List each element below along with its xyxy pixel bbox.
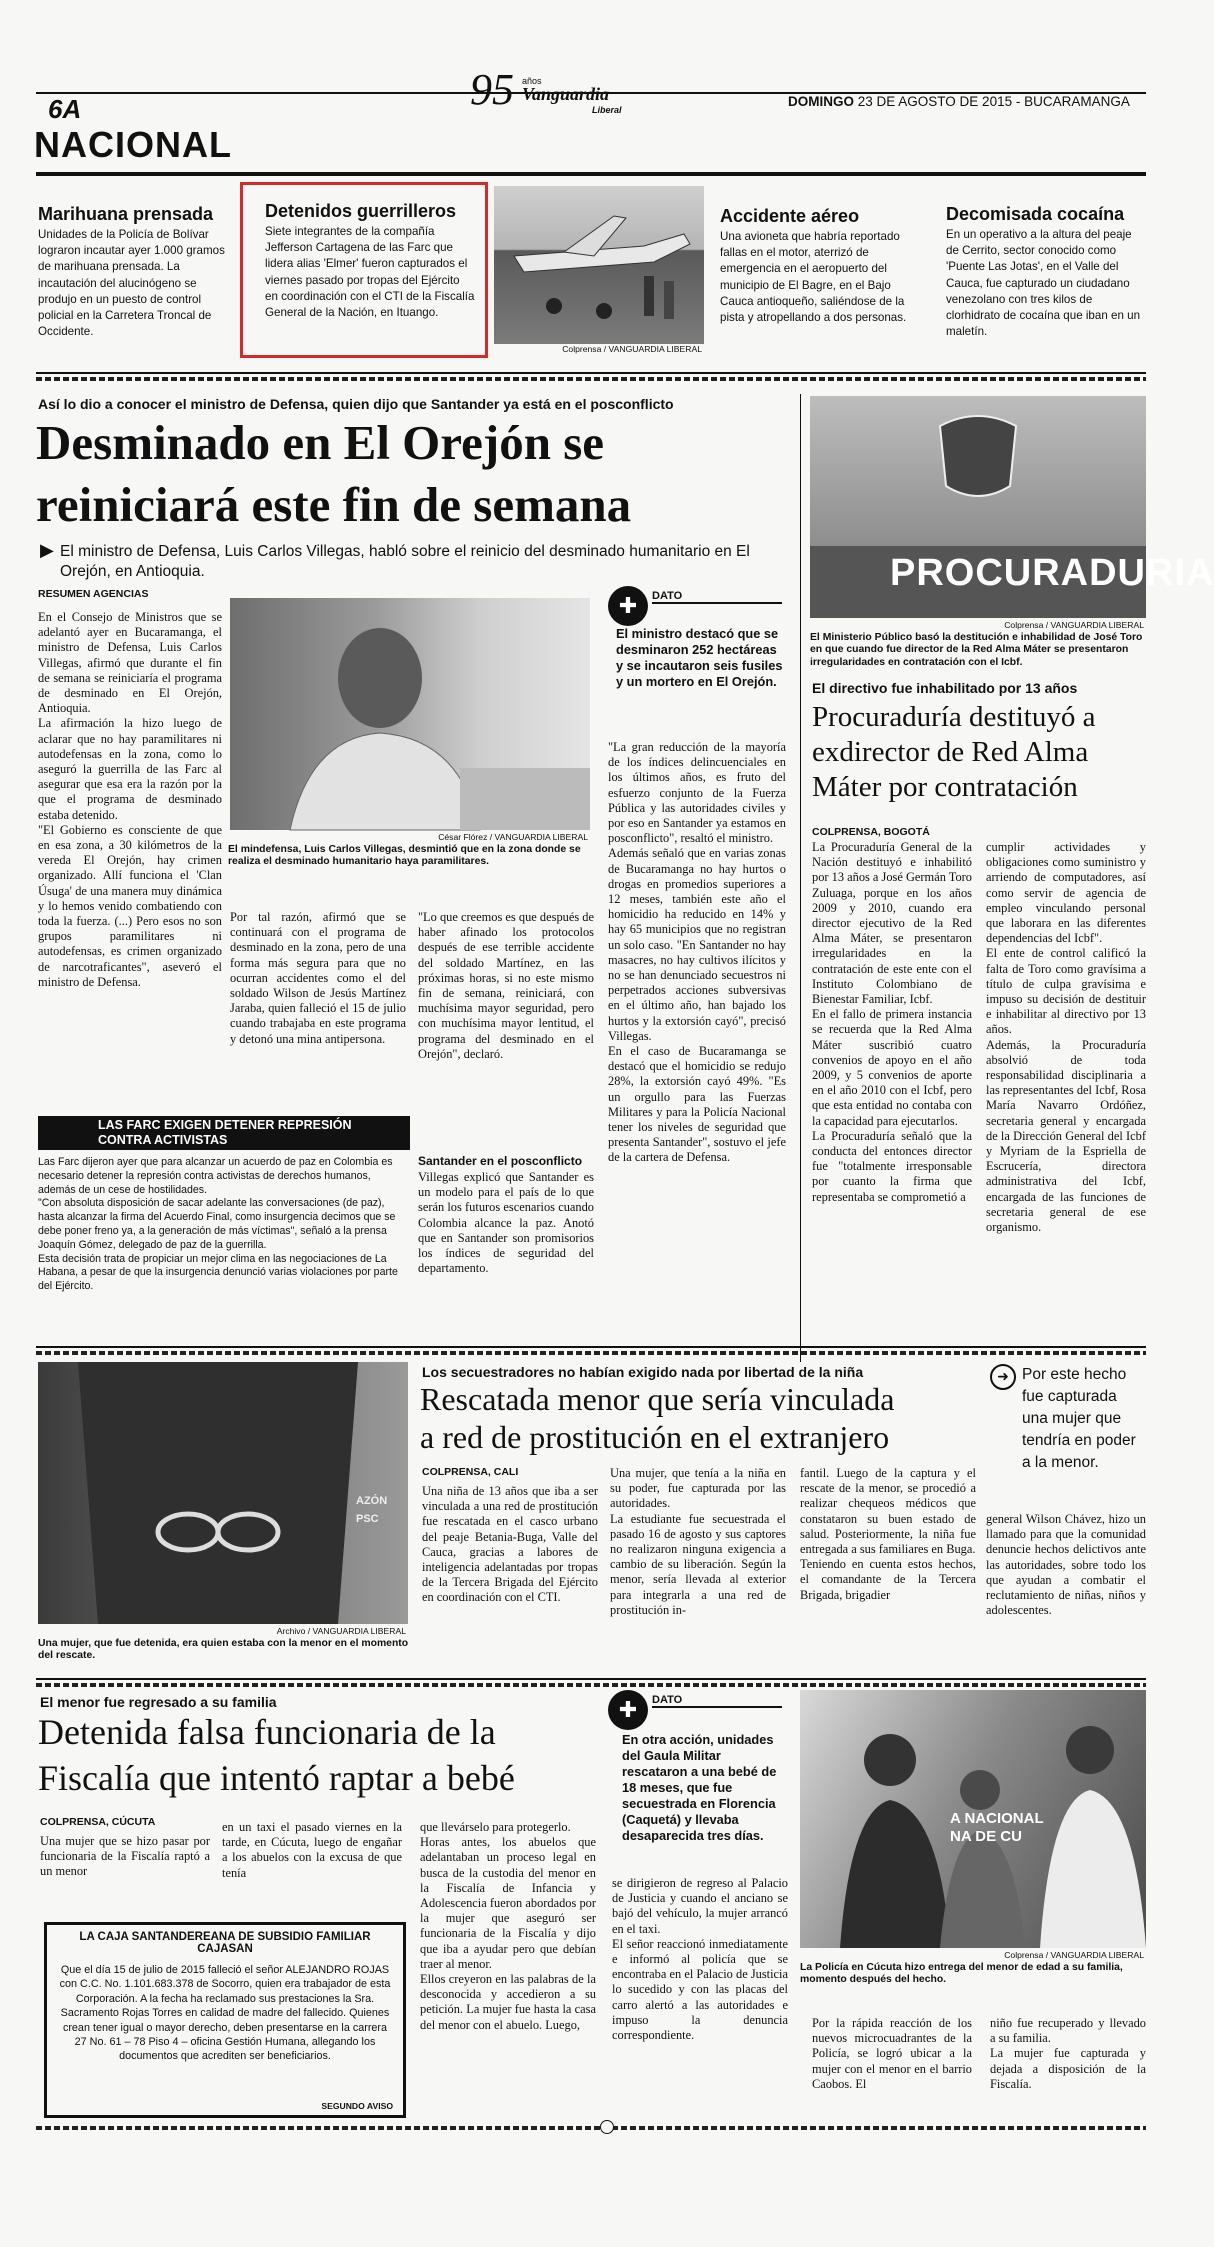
date-rest: 23 DE AGOSTO DE 2015 - BUCARAMANGA — [857, 94, 1130, 109]
procuraduria-photo-credit: Colprensa / VANGUARDIA LIBERAL — [1004, 620, 1144, 630]
procuraduria-col2: cumplir actividades y obligaciones como suministro y arriendo de computadores, así como servir de agencia de empleo vinculando personal que laborara en las diferentes dependencias del Icbf". El ente de control calificó la falta de Toro como gravísima a título de culpa gravísima e impuso su decisión de destituir e inhabilitar al directivo por 13 años. Además, la Procuraduría absolvió de toda responsabilidad disciplinaria a las representantes del Icbf, Rosa María Navarro Ordóñez, secretaria general y encargada de la Dirección General del Icbf y Myriam de la Espriella de Escrucería, directora administrativa del Icbf, encargada de las funciones de secretaria general de ese organismo. — [986, 840, 1146, 1235]
main-kicker: Así lo dio a conocer el ministro de Defensa, quien dijo que Santander ya está en el posconflicto — [38, 396, 674, 412]
brief-title: Detenidos guerrilleros — [265, 201, 457, 221]
header-date — [788, 94, 1130, 109]
farc-box-title: LAS FARC EXIGEN DETENER REPRESIÓN CONTRA ACTIVISTAS — [38, 1116, 410, 1150]
notice-footer: SEGUNDO AVISO — [321, 2101, 393, 2111]
mid-rule-2 — [36, 1678, 1146, 1680]
brief-text: Siete integrantes de la compañía Jefferson Cartagena de las Farc que lidera alias 'Elmer' fueron capturados el viernes pasado por tropas del Ejército en coordinación con el CTI de la Fiscalía General de la Nación, en Ituango. — [265, 225, 475, 320]
brief-text: En un operativo a la altura del peaje de Cerrito, sector conocido como 'Puente Las Jotas', en el Valle del Cauca, fue capturado un ciudadano venezolano con tres kilos de clorhidrato de cocaína que iban en un maletín. — [946, 228, 1141, 339]
pullquote-arrow-icon: ➜ — [990, 1364, 1016, 1390]
mid-hatch-2 — [36, 1683, 1146, 1687]
briefs-hatch — [36, 377, 1146, 381]
rescatada-col4: general Wilson Chávez, hizo un llamado para que la comunidad denuncie hechos delictivos ante las autoridades, sobre todo los que ayudan a combatir el reclutamiento de niñas, niños y adolescentes. — [986, 1512, 1146, 1618]
dato-text: El ministro destacó que se desminaron 252 hectáreas y se incautaron seis fusiles y un mortero en El Orejón. — [616, 626, 783, 689]
detenida-headline-2: Fiscalía que intentó raptar a bebé — [38, 1758, 515, 1798]
rescatada-pullquote — [990, 1364, 1146, 1474]
footer-hatch — [36, 2126, 1146, 2130]
rescatada-byline: COLPRENSA, CALI — [422, 1466, 519, 1478]
brief-detenidos-box — [240, 182, 488, 358]
detenida-photo-caption: La Policía en Cúcuta hizo entrega del menor de edad a su familia, momento después del hecho. — [800, 1962, 1123, 1986]
logo-sub: Liberal — [592, 105, 622, 115]
minister-photo-caption: El mindefensa, Luis Carlos Villegas, desmintió que en la zona donde se realiza el desminado humanitario haya paramilitares. — [228, 844, 581, 868]
detenida-kicker: El menor fue regresado a su familia — [40, 1694, 277, 1710]
rescatada-photo-caption: Una mujer, que fue detenida, era quien estaba con la menor en el momento del rescate. — [38, 1638, 409, 1662]
dato-label: DATO — [652, 590, 782, 604]
person-icon — [230, 598, 590, 830]
brief-title: Marihuana prensada — [38, 204, 214, 224]
cajasan-notice — [44, 1922, 406, 2118]
brief-title: Decomisada cocaína — [946, 204, 1125, 224]
brief-photo-credit: Colprensa / VANGUARDIA LIBERAL — [562, 344, 702, 354]
main-col2: Por tal razón, afirmó que se continuará con el programa de desminado en la zona, pero de una forma más segura para que no ocurran accidentes como el del soldado Wilson de Jesús Martínez Jaraba, quien falleció el 15 de julio cuando trabajaba en este programa y detonó una mina antipersona. — [230, 910, 406, 1046]
logo-name: Vanguardia — [522, 84, 610, 104]
detenida-dato-box — [608, 1690, 788, 1870]
main-subhead: Santander en el posconflicto — [418, 1154, 583, 1168]
mid-hatch-1 — [36, 1351, 1146, 1355]
notice-title-2: CAJASAN — [197, 1943, 253, 1955]
main-summary — [40, 542, 800, 582]
logo-anos: años — [522, 76, 542, 86]
procuraduria-col1: La Procuraduría General de la Nación destituyó e inhabilitó por 13 años a José Germán Toro Zuluaga, porque en los años 2009 y 2010, cuando era director ejecutivo de la Red Alma Máter, se presentaron irregularidades en la contratación de este ente con el Instituto Colombiano de Bienestar Familiar, Icbf. En el fallo de primera instancia se recuerda que la Red Alma Máter suscribió cuatro convenios de apoyo en el año 2009, y 5 convenios de aporte en el año 2010 con el Icbf, pero que esta entidad no contaba con la capacidad para ejecutarlos. La Procuraduría señaló que la conducta del entonces director fue "totalmente irresponsable por cuanto la firma que representaba se comprometió a — [812, 840, 972, 1204]
procuraduria-photo-caption: El Ministerio Público basó la destitución e inhabilidad de José Toro en que cuando fue director de la Red Alma Máter se presentaron irregularidades en contratación con el Icbf. — [810, 632, 1143, 668]
rescatada-kicker: Los secuestradores no habían exigido nada por libertad de la niña — [422, 1364, 864, 1380]
farc-box-text: Las Farc dijeron ayer que para alcanzar un acuerdo de paz en Colombia es necesario detener la represión contra activistas de derechos humanos, además de un cese de hostilidades. "Con absoluta disposición de sacar adelante las conversaciones (de paz), hasta alcanzar la firma del Acuerdo Final, como insurgencia decimos que se debe poner freno ya, a la generación de más víctimas", señaló a la prensa Joaquín Gómez, delegado de paz de la guerrilla. Esta decisión trata de propiciar un mejor clima en las negociaciones de La Habana, a pesar de que la insurgencia denunció varias violaciones por parte del Ejército. — [38, 1156, 398, 1293]
logo-number: 95 — [470, 65, 514, 114]
dato-label: DATO — [652, 1694, 782, 1708]
rescatada-col3: fantil. Luego de la captura y el rescate de la menor, se procedió a realizar chequeos médicos que constataron su buen estado de salud. Posteriormente, la niña fue entregada a sus familiares en Buga. Teniendo en cuenta estos hechos, el comandante de la Tercera Brigada, brigadier — [800, 1466, 976, 1602]
newspaper-logo — [470, 65, 670, 126]
minister-photo — [230, 598, 590, 830]
brief-text: Unidades de la Policía de Bolívar lograron incautar ayer 1.000 gramos de marihuana prensada. La incautación del alucinógeno se produjo en un puesto de control policial en la Carretera Troncal de Occidente. — [38, 228, 225, 339]
plane-icon — [494, 186, 704, 344]
mid-rule-1 — [36, 1346, 1146, 1348]
dato-icon: ✚ — [608, 586, 648, 626]
main-col3b: Villegas explicó que Santander es un modelo para el país de lo que serán los futuros escenarios cuando Colombia alcance la paz. Anotó que en Santander son promisorios los índices de seguridad del departamento. — [418, 1170, 594, 1276]
section-title: NACIONAL — [34, 124, 232, 165]
detenida-col3: que llevárselo para protegerlo. Horas antes, los abuelos que adelantaban un proceso legal en busca de la custodia del menor en la Fiscalía de Infancia y Adolescencia fueron abordados por la mujer que aseguró ser funcionaria de la Fiscalía y dijo que iba a ayudar pero que debían traer al menor. Ellos creyeron en las palabras de la desconocida y accedieron a su petición. La mujer fue hasta la casa del menor con el abuelo. Luego, — [420, 1820, 596, 2032]
detenida-col2: en un taxi el pasado viernes en la tarde, en Cúcuta, luego de engañar a los abuelos con la excusa de que tenía — [222, 1820, 402, 1880]
registration-mark-icon — [600, 2120, 614, 2134]
farc-box — [38, 1116, 410, 1294]
main-col3: "Lo que creemos es que después de haber afinado los protocolos después de ese terrible accidente del soldado Martínez, en las próximas horas, si no este mismo fin de semana, reiniciará, con muchísima mayor seguridad, pero con muchísima mayor lentitud, el programa del desminado en el Orejón", declaró. — [418, 910, 594, 1061]
header-bottom-rule — [36, 172, 1146, 176]
minister-photo-credit: César Flórez / VANGUARDIA LIBERAL — [438, 832, 588, 842]
detenida-col6: niño fue recuperado y llevado a su familia. La mujer fue capturada y dejada a disposición de la Fiscalía. — [990, 2016, 1146, 2091]
page-number: 6A — [48, 94, 82, 124]
dato-text: En otra acción, unidades del Gaula Militar rescataron a una bebé de 18 meses, que fue secuestrada en Florencia (Caquetá) y llevaba desaparecida tres días. — [622, 1732, 777, 1843]
summary-text: El ministro de Defensa, Luis Carlos Villegas, habló sobre el reinicio del desminado humanitario en El Orejón, en Antioquia. — [60, 543, 750, 580]
briefs-bottom-rule — [36, 372, 1146, 374]
detenida-byline: COLPRENSA, CÚCUTA — [40, 1816, 156, 1828]
detenida-col4: se dirigieron de regreso al Palacio de Justicia y cuando el anciano se bajó del vehículo, la mujer arrancó en el taxi. El señor reaccionó inmediatamente e informó al policía que se encontraba en el Palacio de Justicia lo sucedido y con las placas del carro alertó a las autoridades e impuso la denuncia correspondiente. — [612, 1876, 788, 2043]
brief-cocaina — [946, 204, 1146, 340]
main-byline: RESUMEN AGENCIAS — [38, 588, 149, 600]
rescatada-headline-2: a red de prostitución en el extranjero — [420, 1419, 890, 1455]
pullquote-text: Por este hecho fue capturada una mujer que tendría en poder a la menor. — [1022, 1366, 1136, 1471]
rescatada-col1: Una niña de 13 años que iba a ser vinculada a una red de prostitución fue rescatada en el casco urbano del peaje Betania-Buga, Valle del Cauca, gracias a labores de inteligencia adelantadas por tropas de la Tercera Brigada del Ejército en coordinación con el CTI. — [422, 1484, 598, 1605]
photo-sign-text: AZÓN PSC — [356, 1495, 388, 1525]
procuraduria-sign: PROCURADURIA — [890, 552, 1214, 594]
rescatada-photo-credit: Archivo / VANGUARDIA LIBERAL — [276, 1626, 406, 1636]
brief-text: Una avioneta que habría reportado fallas en el motor, aterrizó de emergencia en el aeropuerto del municipio de El Bagre, en el Bajo Cauca antioqueño, saliéndose de la pista y atropellando a dos personas. — [720, 230, 907, 325]
police-photo — [800, 1690, 1146, 1948]
summary-arrow-icon: ▶ — [40, 540, 54, 560]
procuraduria-photo — [810, 396, 1214, 618]
rescatada-headline-1: Rescatada menor que sería vinculada — [420, 1381, 895, 1417]
detenida-col5: Por la rápida reacción de los nuevos microcuadrantes de la Policía, se logró ubicar a la mujer con el menor en el barrio Caobos. El — [812, 2016, 972, 2091]
detenida-photo-credit: Colprensa / VANGUARDIA LIBERAL — [1004, 1950, 1144, 1960]
detenida-col1: Una mujer que se hizo pasar por funcionaria de la Fiscalía raptó a un menor — [40, 1834, 210, 1879]
detenida-headline-1: Detenida falsa funcionaria de la — [38, 1712, 496, 1752]
brief-accidente — [720, 206, 920, 326]
procuraduria-headline: Procuraduría destituyó a exdirector de Red Alma Máter por contratación — [812, 701, 1096, 803]
police-photo-banner: A NACIONAL NA DE CU — [950, 1810, 1044, 1845]
main-headline-line1: Desminado en El Orejón se — [36, 415, 605, 470]
main-vertical-rule — [800, 394, 801, 1362]
procuraduria-kicker: El directivo fue inhabilitado por 13 años — [812, 680, 1078, 696]
plane-photo — [494, 186, 704, 344]
dato-icon: ✚ — [608, 1690, 648, 1730]
date-day: DOMINGO — [788, 94, 854, 109]
main-col1: En el Consejo de Ministros que se adelantó ayer en Bucaramanga, el ministro de Defensa, Luis Carlos Villegas, afirmó que durante el fin de semana se reiniciaría el programa de desminado en El Orejón, Antioquia. La afirmación la hizo luego de aclarar que no hay paramilitares ni autodefensas en la zona, como lo aseguró la guerrilla de las Farc al asegurar que esa era la razón por la que el programa de desminado estaba detenido. "El Gobierno es consciente de que en esa zona, a 30 kilómetros de la vereda El Orejón, hay crimen organizado. Allí funciona el 'Clan Úsuga' de una manera muy dinámica y lo hemos venido combatiendo con toda la fuerza. (...) Pero esos no son grupos paramilitares ni autodefensas, es crimen organizado de narcotraficantes", aseveró el ministro de Defensa. — [38, 610, 222, 989]
main-col4: "La gran reducción de la mayoría de los índices delincuenciales en los últimos años, es fruto del esfuerzo conjunto de la Fuerza Pública y las autoridades civiles y por eso en Santander ya estamos en posconflicto", resaltó el ministro. Además señaló que en varias zonas de Bucaramanga no hay hurtos o drogas en promedios superiores a 12 meses, también este año el homicidio ha reducido en 14% y hay 65 municipios que no registran un solo caso. "En Santander no hay masacres, no hay cultivos ilícitos y no se han denunciado secuestros ni perpetrados acciones subversivas en el último año, han bajado los hurtos y la extorsión cayó", precisó Villegas. En el caso de Bucaramanga se destacó que el homicidio se redujo 28%, la extorsión cayó 49%. "Es un orgullo para las Fuerzas Militares y para la Policía Nacional tener los niveles de seguridad que presenta Santander", sostuvo el jefe de la cartera de Defensa. — [608, 740, 786, 1165]
brief-title: Accidente aéreo — [720, 206, 860, 226]
notice-title-1: LA CAJA SANTANDEREANA DE SUBSIDIO FAMILIAR — [79, 1931, 371, 1943]
handcuffs-icon — [38, 1362, 408, 1624]
procuraduria-byline: COLPRENSA, BOGOTÁ — [812, 826, 930, 838]
main-headline-line2: reiniciará este fin de semana — [36, 477, 632, 532]
notice-text: Que el día 15 de julio de 2015 falleció el señor ALEJANDRO ROJAS con C.C. No. 1.101.683.378 de Socorro, quien era trabajador de esta Corporación. A la fecha ha reclamado sus prestaciones la Sra. Sacramento Rojas Torres en calidad de madre del fallecido. Quienes crean tener igual o mayor derecho, deben presentarse en la carrera 27 No. 61 – 78 Piso 4 – oficina Gestión Humana, allegando los documentos que acrediten ser beneficiarios. — [59, 1964, 391, 2063]
handcuffs-photo — [38, 1362, 408, 1624]
rescatada-col2: Una mujer, que tenía a la niña en su poder, fue capturada por las autoridades. La estudiante fue secuestrada el pasado 16 de agosto y sus captores no realizaron ninguna exigencia a cambio de su liberación. Según la menor, sería llevada al exterior para integrarla a una red de prostitución in- — [610, 1466, 786, 1617]
main-dato-box — [608, 586, 786, 722]
brief-marihuana — [38, 204, 238, 340]
